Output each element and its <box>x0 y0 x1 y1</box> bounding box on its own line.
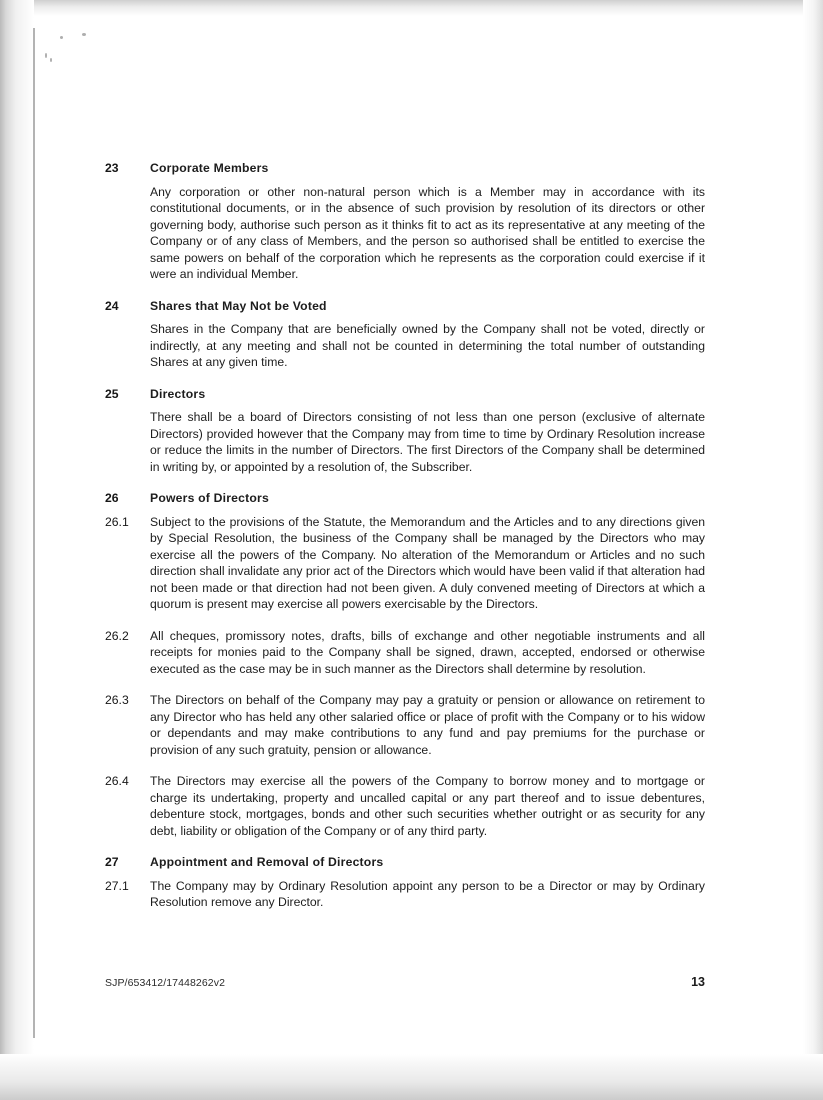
clause-text: Any corporation or other non-natural person which is a Member may in accordance with its constitutional documents, or in the absence of such provision by resolution of its directors or other governing body, authorise such person as it thinks fit to act as its representative at any meeting of the Company or of any class of Members, and the person so authorised shall be entitled to exercise the same powers on behalf of the corporation which he represents as the corporation could exercise if it were an individual Member. <box>150 184 705 281</box>
page-footer <box>105 975 705 989</box>
document-body <box>105 160 705 925</box>
clause-number: 26.1 <box>105 514 129 529</box>
scan-edge-right <box>803 0 823 1100</box>
scan-speck <box>60 36 63 39</box>
clause-text: The Directors on behalf of the Company may pay a gratuity or pension or allowance on retirement to any Director who has held any other salaried office or place of profit with the Company or to his widow or dependants and may make contributions to any fund and pay premiums for the purchase or provision of any such gratuity, pension or allowance. <box>150 693 705 757</box>
scan-edge-left <box>0 0 34 1100</box>
clause-number: 26.4 <box>105 774 129 788</box>
scan-edge-bottom <box>0 1054 823 1100</box>
clause-text: The Company may by Ordinary Resolution appoint any person to be a Director or may by Ordinary Resolution remove any Director. <box>150 878 705 909</box>
scan-speck <box>50 58 52 62</box>
clause-number: 26.2 <box>105 628 129 643</box>
clause-heading-text: Directors <box>150 386 206 401</box>
clause-number: 27 <box>105 855 119 869</box>
page-number: 13 <box>691 975 705 989</box>
clause-number: 26 <box>105 491 119 505</box>
clause-paragraph-23 <box>105 184 705 283</box>
clause-paragraph-25 <box>105 409 705 475</box>
clause-number-spacer <box>105 321 150 371</box>
clause-heading-text: Appointment and Removal of Directors <box>150 855 384 869</box>
clause-paragraph-27-1 <box>105 878 705 911</box>
clause-number: 25 <box>105 386 119 401</box>
clause-text: Shares in the Company that are beneficially owned by the Company shall not be voted, directly or indirectly, at any meeting and shall not be counted in determining the total number of outstanding Shares at any given time. <box>150 322 705 369</box>
scan-binding-line <box>33 28 35 1038</box>
clause-paragraph-26-1 <box>105 514 705 613</box>
document-reference: SJP/653412/17448262v2 <box>105 977 226 989</box>
clause-number-spacer <box>105 184 150 283</box>
clause-heading-text: Corporate Members <box>150 161 269 175</box>
clause-paragraph-24 <box>105 321 705 371</box>
clause-number: 24 <box>105 298 119 313</box>
clause-paragraph-26-2 <box>105 628 705 678</box>
clause-text: There shall be a board of Directors consisting of not less than one person (exclusive of alternate Directors) provided however that the Company may from time to time by Ordinary Resolution increase or reduce the limits in the number of Directors. The first Directors of the Company shall be determined in writing by, or appointed by a resolution of, the Subscriber. <box>150 410 705 474</box>
clause-number: 27.1 <box>105 878 129 893</box>
clause-text: Subject to the provisions of the Statute, the Memorandum and the Articles and to any directions given by Special Resolution, the business of the Company shall be managed by the Directors who may exercise all the powers of the Company. No alteration of the Memorandum or Articles and no such direction shall invalidate any prior act of the Directors which would have been valid if that alteration had not been made or that direction had not been given. A duly convened meeting of Directors at which a quorum is present may exercise all powers exercisable by the Directors. <box>150 514 705 611</box>
clause-number: 26.3 <box>105 693 129 707</box>
clause-paragraph-26-4 <box>105 773 705 839</box>
clause-text: All cheques, promissory notes, drafts, bills of exchange and other negotiable instruments and all receipts for monies paid to the Company shall be signed, drawn, accepted, endorsed or otherwise executed as the case may be in such manner as the Directors shall determine by resolution. <box>150 628 705 676</box>
clause-heading-text: Powers of Directors <box>150 491 269 505</box>
scan-speck <box>82 33 86 36</box>
clause-heading-24 <box>105 298 705 315</box>
clause-heading-26 <box>105 490 705 507</box>
clause-heading-text: Shares that May Not be Voted <box>150 298 327 313</box>
clause-paragraph-26-3 <box>105 692 705 758</box>
clause-number-spacer <box>105 409 150 475</box>
scan-edge-top <box>0 0 823 16</box>
clause-heading-27 <box>105 854 705 871</box>
clause-number: 23 <box>105 161 119 175</box>
scan-speck <box>45 53 47 58</box>
clause-text: The Directors may exercise all the powers of the Company to borrow money and to mortgage or charge its undertaking, property and uncalled capital or any part thereof and to issue debentures, debenture stock, mortgages, bonds and other such securities whether outright or as security for any debt, liability or obligation of the Company or of any third party. <box>150 774 705 838</box>
clause-heading-23 <box>105 160 705 177</box>
clause-heading-25 <box>105 386 705 403</box>
